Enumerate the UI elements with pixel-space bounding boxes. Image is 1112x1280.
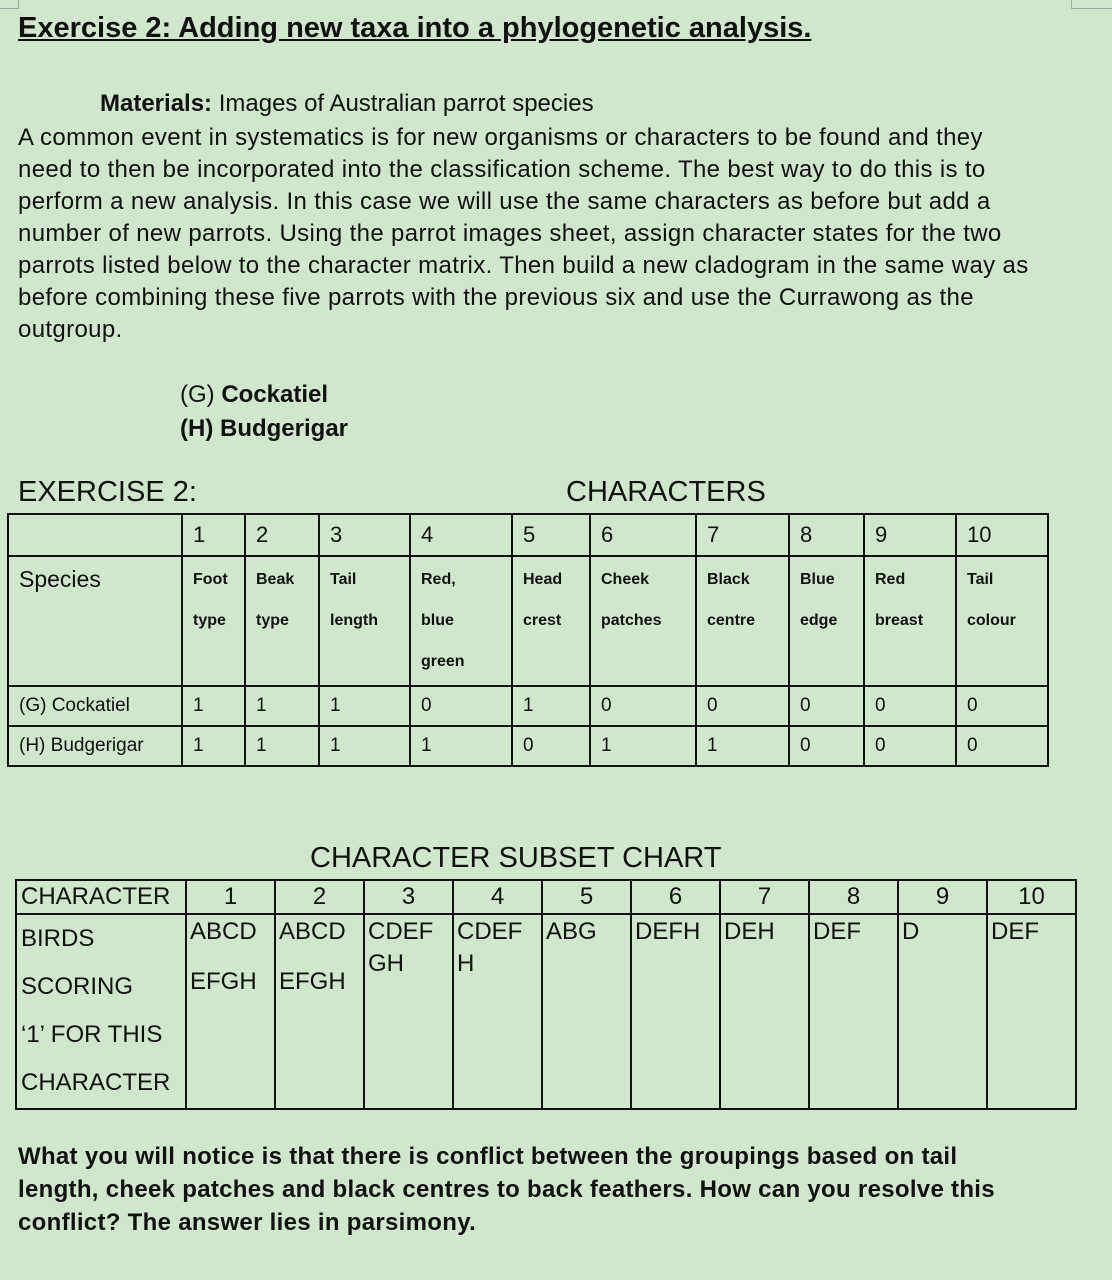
subset-birds-line: ABCD bbox=[279, 918, 346, 945]
character-description-line: colour bbox=[967, 612, 1016, 629]
character-description bbox=[182, 556, 245, 686]
subset-birds-cell bbox=[453, 914, 542, 1109]
character-description bbox=[512, 556, 590, 686]
characters-label: CHARACTERS bbox=[566, 476, 766, 508]
character-state-cell: 1 bbox=[245, 686, 319, 726]
character-state-cell: 1 bbox=[410, 726, 512, 766]
subset-character-number: 2 bbox=[275, 880, 364, 914]
page-corner-right bbox=[1071, 0, 1112, 9]
character-state-cell: 1 bbox=[182, 726, 245, 766]
subset-birds-line: DEF bbox=[813, 918, 861, 945]
character-state-cell: 1 bbox=[512, 686, 590, 726]
character-state-cell: 1 bbox=[319, 686, 410, 726]
character-number: 5 bbox=[512, 514, 590, 556]
character-description-line: length bbox=[330, 612, 378, 629]
character-description-line: Black bbox=[707, 571, 750, 588]
subset-birds-line: H bbox=[457, 950, 475, 977]
subset-character-number: 10 bbox=[987, 880, 1076, 914]
character-description-line: patches bbox=[601, 612, 662, 629]
matrix-body bbox=[8, 514, 1048, 766]
character-description-line: Red bbox=[875, 571, 906, 588]
character-number: 9 bbox=[864, 514, 956, 556]
character-state-cell: 0 bbox=[590, 686, 696, 726]
subset-body bbox=[16, 880, 1076, 1109]
matrix-species-row bbox=[8, 726, 1048, 766]
subset-row-label-line: CHARACTER bbox=[21, 1069, 171, 1096]
subset-row-label-line: SCORING bbox=[21, 973, 134, 1000]
character-description bbox=[864, 556, 956, 686]
species-name: Budgerigar bbox=[219, 415, 348, 442]
character-description bbox=[696, 556, 789, 686]
species-code: (H) bbox=[180, 415, 220, 442]
materials-line bbox=[100, 90, 594, 118]
character-description-line: Beak bbox=[256, 571, 295, 588]
subset-birds-line: CDEF bbox=[457, 918, 523, 945]
subset-character-number: 7 bbox=[720, 880, 809, 914]
character-subset-chart bbox=[15, 879, 1077, 1110]
character-matrix bbox=[7, 513, 1049, 767]
subset-character-number: 4 bbox=[453, 880, 542, 914]
character-description-line: Tail bbox=[330, 571, 357, 588]
subset-body-row bbox=[16, 914, 1076, 1109]
character-description bbox=[956, 556, 1048, 686]
subset-birds-line: EFGH bbox=[190, 968, 257, 995]
subset-birds-line: DEF bbox=[991, 918, 1039, 945]
character-description-line: type bbox=[193, 612, 226, 629]
subset-birds-line: CDEF bbox=[368, 918, 434, 945]
character-description-line: blue bbox=[421, 612, 454, 629]
character-state-cell: 1 bbox=[696, 726, 789, 766]
character-state-cell: 0 bbox=[864, 686, 956, 726]
intro-paragraph: A common event in systematics is for new organisms or characters to be found and they need to then be incorporated into the classification scheme. The best way to do this is to perform a new analysis. In this case we will use the same characters as before but add a number of new parrots. Using the parrot images sheet, assign character states for the two parrots listed below to the character matrix. Then build a new cladogram in the same way as before combining these five parrots with the previous six and use the Currawong as the outgroup. bbox=[18, 124, 1029, 343]
subset-birds-line: EFGH bbox=[279, 968, 346, 995]
subset-row-label-line: BIRDS bbox=[21, 925, 95, 952]
character-state-cell: 0 bbox=[956, 686, 1048, 726]
subset-birds-line: GH bbox=[368, 950, 404, 977]
character-number: 6 bbox=[590, 514, 696, 556]
matrix-description-row bbox=[8, 556, 1048, 686]
character-state-cell: 0 bbox=[956, 726, 1048, 766]
subset-birds-cell bbox=[275, 914, 364, 1109]
character-state-cell: 0 bbox=[696, 686, 789, 726]
character-number: 4 bbox=[410, 514, 512, 556]
subset-birds-line: DEFH bbox=[635, 918, 701, 945]
species-name: Cockatiel bbox=[221, 381, 329, 408]
page-corner-left bbox=[0, 0, 19, 9]
page-title: Exercise 2: Adding new taxa into a phylogenetic analysis. bbox=[18, 12, 812, 44]
subset-character-number: 8 bbox=[809, 880, 898, 914]
subset-character-number: 5 bbox=[542, 880, 631, 914]
character-description-line: edge bbox=[800, 612, 838, 629]
character-state-cell: 1 bbox=[590, 726, 696, 766]
character-description-line: Head bbox=[523, 571, 563, 588]
subset-birds-cell bbox=[631, 914, 720, 1109]
subset-birds-cell bbox=[720, 914, 809, 1109]
subset-birds-cell bbox=[186, 914, 275, 1109]
character-state-cell: 1 bbox=[182, 686, 245, 726]
conclusion-paragraph: What you will notice is that there is conflict between the groupings based on tail length, cheek patches and black centres to back feathers. How can you resolve this conflict? The answer lies in parsimony. bbox=[18, 1143, 995, 1236]
character-description bbox=[319, 556, 410, 686]
species-list bbox=[180, 378, 348, 446]
subset-birds-cell bbox=[364, 914, 453, 1109]
matrix-number-row bbox=[8, 514, 1048, 556]
exercise-label: EXERCISE 2: bbox=[18, 476, 197, 508]
subset-row-label-line: ‘1’ FOR THIS bbox=[21, 1021, 163, 1048]
character-description-line: Blue bbox=[800, 571, 835, 588]
species-list-item bbox=[180, 412, 348, 446]
character-state-cell: 0 bbox=[789, 726, 864, 766]
character-state-cell: 0 bbox=[864, 726, 956, 766]
character-description-line: Red, bbox=[421, 571, 456, 588]
character-number: 10 bbox=[956, 514, 1048, 556]
character-description bbox=[590, 556, 696, 686]
character-description bbox=[245, 556, 319, 686]
subset-header-label: CHARACTER bbox=[16, 880, 186, 914]
subset-birds-line: DEH bbox=[724, 918, 775, 945]
subset-birds-cell bbox=[898, 914, 987, 1109]
character-description-line: Cheek bbox=[601, 571, 650, 588]
subset-header-row bbox=[16, 880, 1076, 914]
character-state-cell: 0 bbox=[410, 686, 512, 726]
materials-text: Images of Australian parrot species bbox=[212, 90, 594, 117]
character-description-line: Foot bbox=[193, 571, 228, 588]
character-description-line: crest bbox=[523, 612, 562, 629]
species-name-cell: (H) Budgerigar bbox=[8, 726, 182, 766]
species-header: Species bbox=[8, 556, 182, 686]
character-number: 7 bbox=[696, 514, 789, 556]
subset-character-number: 3 bbox=[364, 880, 453, 914]
subset-birds-cell bbox=[542, 914, 631, 1109]
character-description-line: breast bbox=[875, 612, 924, 629]
subset-character-number: 6 bbox=[631, 880, 720, 914]
character-description bbox=[410, 556, 512, 686]
subset-row-label bbox=[16, 914, 186, 1109]
matrix-corner-cell bbox=[8, 514, 182, 556]
species-list-item bbox=[180, 378, 348, 412]
subset-birds-line: D bbox=[902, 918, 920, 945]
character-description-line: green bbox=[421, 653, 465, 670]
subset-birds-cell bbox=[809, 914, 898, 1109]
subset-birds-line: ABCD bbox=[190, 918, 257, 945]
materials-label: Materials: bbox=[100, 90, 213, 117]
subset-birds-cell bbox=[987, 914, 1076, 1109]
character-number: 3 bbox=[319, 514, 410, 556]
character-description-line: centre bbox=[707, 612, 756, 629]
character-description bbox=[789, 556, 864, 686]
character-description-line: Tail bbox=[967, 571, 994, 588]
character-number: 2 bbox=[245, 514, 319, 556]
subset-chart-title: CHARACTER SUBSET CHART bbox=[310, 842, 722, 874]
character-description-line: type bbox=[256, 612, 289, 629]
character-state-cell: 0 bbox=[789, 686, 864, 726]
species-name-cell: (G) Cockatiel bbox=[8, 686, 182, 726]
subset-birds-line: ABG bbox=[546, 918, 597, 945]
character-state-cell: 1 bbox=[319, 726, 410, 766]
character-state-cell: 0 bbox=[512, 726, 590, 766]
character-state-cell: 1 bbox=[245, 726, 319, 766]
character-number: 1 bbox=[182, 514, 245, 556]
matrix-species-row bbox=[8, 686, 1048, 726]
species-code: (G) bbox=[180, 381, 222, 408]
subset-character-number: 1 bbox=[186, 880, 275, 914]
subset-character-number: 9 bbox=[898, 880, 987, 914]
character-number: 8 bbox=[789, 514, 864, 556]
